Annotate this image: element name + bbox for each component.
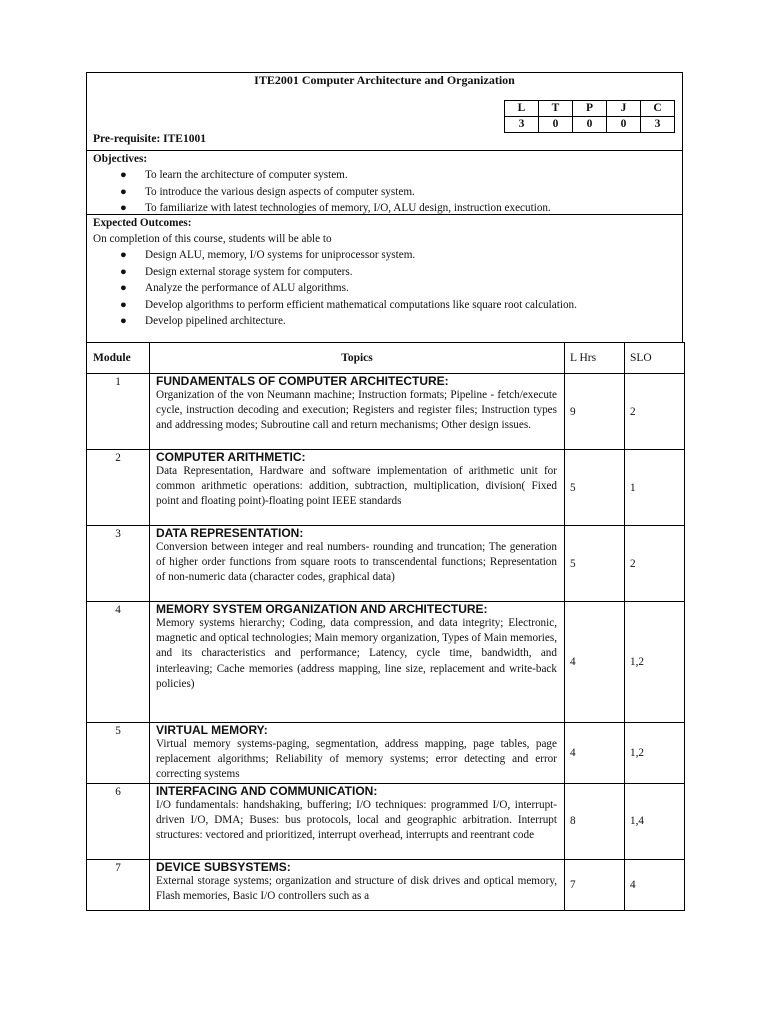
- credit-header-cell: C: [641, 101, 675, 117]
- list-item-text: Develop algorithms to perform efficient mathematical computations like square root calculation.: [145, 298, 577, 311]
- table-row: [87, 723, 685, 784]
- bullet-icon: ●: [120, 249, 127, 261]
- credit-value-cell: 0: [607, 117, 641, 133]
- module-description: External storage systems; organization and structure of disk drives and optical memory, Flash memories, Basic I/O controllers such as a: [156, 874, 557, 902]
- slo-value: 1: [625, 450, 685, 526]
- header-module: Module: [87, 343, 150, 374]
- slo-value: 1,4: [625, 783, 685, 859]
- slo-value: 1,2: [625, 723, 685, 784]
- slo-value: 1,2: [625, 602, 685, 723]
- credit-header-cell: P: [573, 101, 607, 117]
- list-item: [120, 200, 682, 217]
- table-row: [87, 602, 685, 723]
- module-number: 5: [87, 723, 150, 784]
- module-heading: MEMORY SYSTEM ORGANIZATION AND ARCHITECTURE:: [156, 602, 488, 616]
- list-item: [120, 313, 682, 330]
- list-item-text: To familiarize with latest technologies of memory, I/O, ALU design, instruction execution.: [145, 202, 551, 215]
- syllabus-document: [86, 72, 683, 911]
- module-description: Data Representation, Hardware and software implementation of arithmetic unit for common arithmetic operations: addition, subtraction, multiplication, division( Fixed point and floating point)-floating point IEEE standards: [156, 465, 557, 508]
- credit-table: [504, 100, 675, 133]
- course-header: [86, 72, 683, 150]
- list-item: [120, 247, 682, 264]
- module-number: 7: [87, 859, 150, 910]
- module-description: Organization of the von Neumann machine; Instruction formats; Pipeline - fetch/execute cycle, instruction decoding and execution; Registers and register files; Instruction types and addressing modes; Subroutine call and return mechanisms; Other design issues.: [156, 389, 557, 432]
- lecture-hours: 4: [565, 602, 625, 723]
- bullet-icon: ●: [120, 202, 127, 215]
- module-heading: DEVICE SUBSYSTEMS:: [156, 859, 291, 874]
- credit-header-row: [505, 101, 675, 117]
- module-description: I/O fundamentals: handshaking, buffering; I/O techniques: programmed I/O, interrupt-driven I/O, DMA; Buses: bus protocols, local and geographic arbitration. Interrupt structures: vectored and prioritized, interrupt overhead, interrupts and reentrant code: [156, 798, 557, 842]
- list-item-text: Analyze the performance of ALU algorithms.: [145, 282, 349, 295]
- credit-header-cell: L: [505, 101, 539, 117]
- outcomes-intro: On completion of this course, students will be able to: [93, 233, 332, 245]
- credit-header-cell: T: [539, 101, 573, 117]
- module-number: 1: [87, 374, 150, 450]
- outcomes-section: [86, 214, 683, 342]
- table-row: [87, 374, 685, 450]
- outcomes-heading: Expected Outcomes:: [93, 217, 192, 229]
- module-topics: [150, 859, 565, 910]
- bullet-icon: ●: [120, 169, 127, 181]
- bullet-icon: ●: [120, 282, 127, 295]
- outcomes-list: [93, 247, 682, 330]
- table-row: [87, 783, 685, 859]
- objectives-section: [86, 150, 683, 214]
- module-heading: FUNDAMENTALS OF COMPUTER ARCHITECTURE:: [156, 374, 449, 388]
- list-item: [120, 167, 682, 184]
- lecture-hours: 7: [565, 859, 625, 910]
- module-topics: [150, 783, 565, 859]
- prerequisite: Pre-requisite: ITE1001: [93, 133, 206, 145]
- module-number: 4: [87, 602, 150, 723]
- module-topics: [150, 374, 565, 450]
- objectives-heading: Objectives:: [93, 153, 148, 165]
- credit-value-row: [505, 117, 675, 133]
- list-item: [120, 280, 682, 297]
- lecture-hours: 5: [565, 526, 625, 602]
- course-title: ITE2001 Computer Architecture and Organization: [254, 73, 515, 87]
- list-item: [120, 297, 682, 314]
- credit-value-cell: 3: [641, 117, 675, 133]
- table-row: [87, 526, 685, 602]
- module-topics: [150, 602, 565, 723]
- module-number: 6: [87, 783, 150, 859]
- module-heading: DATA REPRESENTATION:: [156, 526, 304, 540]
- module-number: 3: [87, 526, 150, 602]
- module-heading: INTERFACING AND COMMUNICATION:: [156, 783, 378, 798]
- table-row: [87, 859, 685, 910]
- header-slo: SLO: [625, 343, 685, 374]
- list-item-text: Design external storage system for computers.: [145, 265, 353, 278]
- bullet-icon: ●: [120, 298, 127, 311]
- header-topics: Topics: [150, 343, 565, 374]
- credit-value-cell: 3: [505, 117, 539, 133]
- module-description: Conversion between integer and real numbers- rounding and truncation; The generation of higher order functions from square roots to transcendental functions; Representation of non-numeric data (character codes, graphical data): [156, 541, 557, 584]
- lecture-hours: 8: [565, 783, 625, 859]
- list-item: [120, 184, 682, 201]
- module-topics: [150, 526, 565, 602]
- list-item-text: Design ALU, memory, I/O systems for uniprocessor system.: [145, 249, 416, 261]
- lecture-hours: 5: [565, 450, 625, 526]
- lecture-hours: 4: [565, 723, 625, 784]
- credit-value-cell: 0: [539, 117, 573, 133]
- list-item-text: To learn the architecture of computer system.: [145, 169, 348, 181]
- module-table-header: [87, 343, 685, 374]
- bullet-icon: ●: [120, 265, 127, 278]
- credit-header-cell: J: [607, 101, 641, 117]
- module-description: Memory systems hierarchy; Coding, data compression, and data integrity; Electronic, magnetic and optical technologies; Main memory organization, Types of Main memories, and its characteristics and performance; Latency, cycle time, bandwidth, and interleaving; Cache memories (address mapping, line size, replacement and write-back policies): [156, 617, 557, 690]
- module-table: [86, 342, 685, 911]
- list-item-text: Develop pipelined architecture.: [145, 315, 286, 328]
- module-description: Virtual memory systems-paging, segmentation, address mapping, page tables, page replacement algorithms; Reliability of memory systems; error detecting and error correcting systems: [156, 738, 557, 781]
- objectives-list: [93, 167, 682, 217]
- module-heading: VIRTUAL MEMORY:: [156, 723, 268, 737]
- slo-value: 2: [625, 526, 685, 602]
- slo-value: 2: [625, 374, 685, 450]
- header-hours: L Hrs: [565, 343, 625, 374]
- module-topics: [150, 723, 565, 784]
- module-topics: [150, 450, 565, 526]
- module-number: 2: [87, 450, 150, 526]
- bullet-icon: ●: [120, 185, 127, 198]
- credit-value-cell: 0: [573, 117, 607, 133]
- list-item-text: To introduce the various design aspects of computer system.: [145, 185, 415, 198]
- module-heading: COMPUTER ARITHMETIC:: [156, 450, 306, 464]
- slo-value: 4: [625, 859, 685, 910]
- lecture-hours: 9: [565, 374, 625, 450]
- table-row: [87, 450, 685, 526]
- bullet-icon: ●: [120, 315, 127, 328]
- list-item: [120, 264, 682, 281]
